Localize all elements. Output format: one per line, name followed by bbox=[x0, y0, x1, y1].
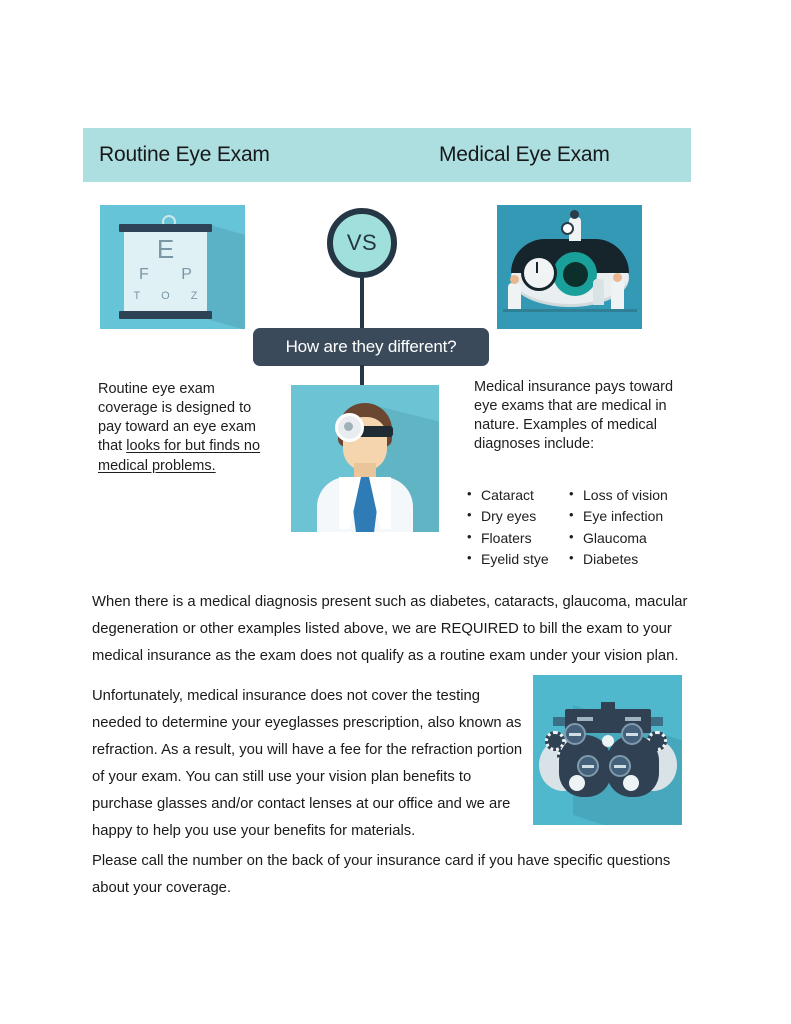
routine-exam-description bbox=[98, 380, 268, 476]
list-item: • Eyelid stye bbox=[467, 549, 553, 570]
vs-badge-label: VS bbox=[346, 230, 378, 255]
body-paragraph-2: Unfortunately, medical insurance does not cover the testing needed to determine your eyeglasses prescription, also known as refraction. As a result, you will have a fee for the refraction portion of your exam. You can still use your vision plan benefits to purchase glasses and/or contact lenses at our office and we are happy to help you use your benefits for materials. bbox=[92, 688, 523, 839]
routine-eye-exam-title: Routine Eye Exam bbox=[99, 143, 270, 166]
routine-exam-text-underlined: looks for but finds no medical problems. bbox=[98, 438, 261, 474]
diagnoses-column-two bbox=[569, 485, 668, 570]
eye-chart-shadow bbox=[207, 224, 245, 329]
phoropter-knob-a bbox=[569, 775, 585, 791]
phoropter-dial-b bbox=[621, 723, 643, 745]
phoropter-center-knob bbox=[602, 735, 614, 747]
technician-head-right bbox=[613, 273, 622, 282]
doctor-illustration bbox=[291, 385, 439, 532]
phoropter-slot-right bbox=[625, 717, 641, 721]
medical-eye-exam-title: Medical Eye Exam bbox=[439, 143, 610, 166]
eye-chart-line-2: F P bbox=[139, 266, 206, 283]
phoropter-dial-c bbox=[577, 755, 599, 777]
technician-figure-left bbox=[508, 283, 521, 311]
magnifier-icon bbox=[561, 222, 574, 235]
list-item: • Eye infection bbox=[569, 506, 668, 527]
connector-line-lower bbox=[360, 365, 364, 387]
phoropter-slot-left bbox=[577, 717, 593, 721]
list-item: • Loss of vision bbox=[569, 485, 668, 506]
vs-badge bbox=[327, 208, 397, 278]
medical-exam-description: Medical insurance pays toward eye exams that are medical in nature. Examples of medical diagnoses include: bbox=[474, 379, 674, 453]
illustration-floor-line bbox=[503, 309, 637, 312]
phoropter-dial-a bbox=[564, 723, 586, 745]
phoropter-knob-b bbox=[623, 775, 639, 791]
eye-chart-bottom-bar bbox=[119, 311, 212, 319]
phoropter-dial-d bbox=[609, 755, 631, 777]
body-paragraph-1: When there is a medical diagnosis present such as diabetes, cataracts, glaucoma, macular degeneration or other examples listed above, we are REQUIRED to bill the exam to your medical insurance as the exam does not qualify as a routine exam under your vision plan. bbox=[92, 594, 688, 664]
infographic-header-band bbox=[83, 128, 691, 182]
body-paragraph-3: Please call the number on the back of your insurance card if you have specific questions about your coverage. bbox=[92, 853, 671, 896]
technician-figure-right bbox=[611, 281, 624, 311]
medical-eye-illustration bbox=[497, 205, 642, 329]
technician-figure-middle bbox=[593, 279, 604, 305]
eye-chart-line-3: T O Z bbox=[133, 290, 207, 302]
medical-diagnoses-list bbox=[467, 485, 691, 570]
how-are-they-different-banner bbox=[253, 328, 489, 366]
routine-exam-text-plain: Routine eye exam coverage is designed to pay toward an eye exam that bbox=[98, 381, 256, 455]
phoropter-illustration bbox=[533, 675, 682, 825]
list-item: • Glaucoma bbox=[569, 528, 668, 549]
list-item: • Diabetes bbox=[569, 549, 668, 570]
technician-head-top bbox=[570, 210, 579, 219]
list-item: • Floaters bbox=[467, 528, 553, 549]
banner-label: How are they different? bbox=[285, 337, 457, 356]
eye-chart-line-1: E bbox=[156, 234, 175, 264]
list-item: • Dry eyes bbox=[467, 506, 553, 527]
eye-chart-illustration bbox=[100, 205, 245, 329]
list-item: • Cataract bbox=[467, 485, 553, 506]
technician-head-left bbox=[510, 275, 519, 284]
eye-pupil-shape bbox=[563, 262, 588, 287]
connector-line-upper bbox=[360, 276, 364, 332]
head-mirror-icon bbox=[335, 413, 364, 442]
eye-gauge-icon bbox=[521, 255, 557, 291]
eye-exam-infographic bbox=[83, 128, 691, 567]
eye-chart-top-bar bbox=[119, 224, 212, 232]
diagnoses-column-one bbox=[467, 485, 553, 570]
